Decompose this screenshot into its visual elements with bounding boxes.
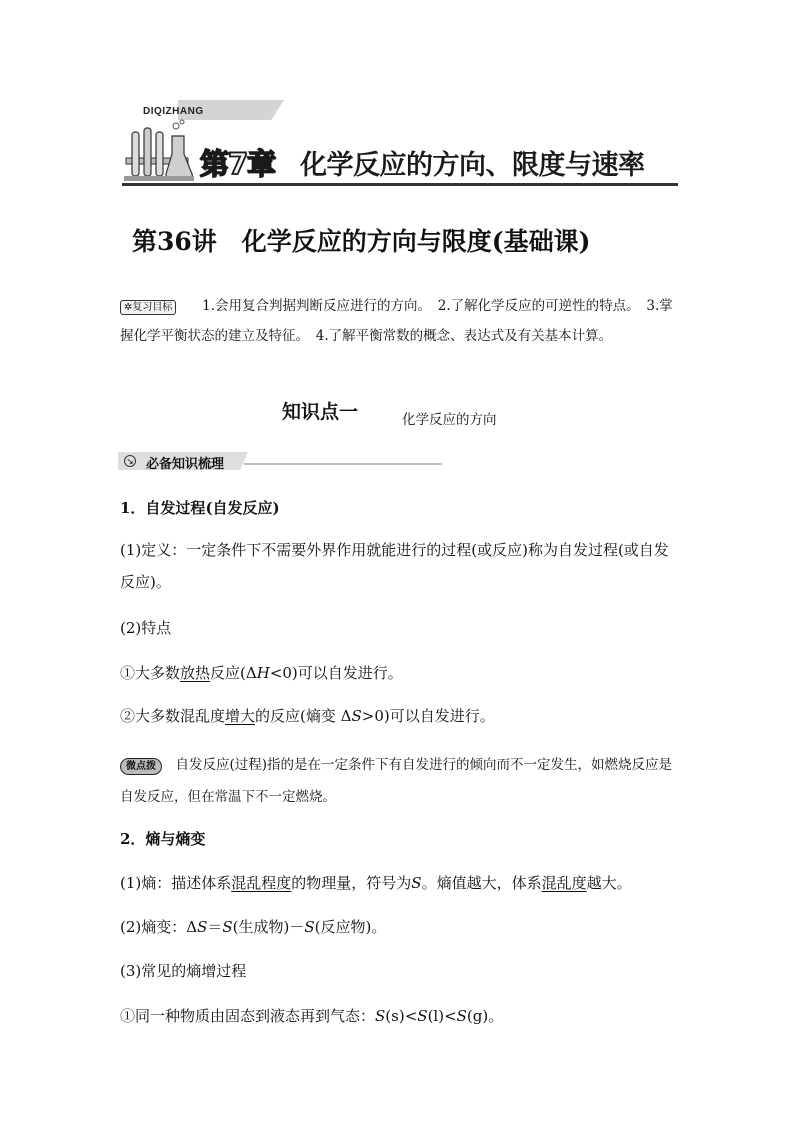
- chapter-number: 第7章: [200, 147, 276, 181]
- chapter-pinyin: DIQIZHANG: [143, 106, 204, 117]
- objectives-label: 复习目标: [132, 302, 173, 313]
- s1-feature-2: ②大多数混乱度增大的反应(熵变 ΔS>0)可以自发进行。: [120, 707, 495, 725]
- chapter-title: 化学反应的方向、限度与速率: [300, 150, 645, 181]
- section-label: 必备知识梳理: [146, 457, 225, 472]
- knowledge-point-subtitle: 化学反应的方向: [402, 412, 497, 428]
- objectives-text: 1.会用复合判据判断反应进行的方向。 2.了解化学反应的可逆性的特点。 3.掌握化学平衡状态的建立及特征。 4.了解平衡常数的概念、表达式及有关基本计算。: [120, 298, 673, 344]
- s1-feature-1: ①大多数放热反应(ΔH<0)可以自发进行。: [120, 664, 403, 682]
- s2-process-1: ①同一种物质由固态到液态再到气态：S(s)<S(l)<S(g)。: [120, 1007, 504, 1025]
- sun-icon: ✲: [124, 302, 133, 313]
- s2-entropy-change: (2)熵变：ΔS＝S(生成物)－S(反应物)。: [120, 918, 387, 936]
- tip-note: [120, 749, 680, 813]
- section-header-line: [244, 463, 442, 465]
- s2-process-heading: (3)常见的熵增过程: [120, 962, 247, 980]
- objectives-tag: [120, 300, 176, 315]
- s2-heading: 2．熵与熵变: [120, 830, 206, 848]
- s1-definition: (1)定义：一定条件下不需要外界作用就能进行的过程(或反应)称为自发过程(或自发反应)。: [120, 541, 669, 591]
- lecture-title: 第36讲 化学反应的方向与限度(基础课): [132, 227, 591, 256]
- arrow-circle-icon: ↘: [124, 455, 136, 467]
- review-objectives: [120, 291, 680, 351]
- tip-text: 自发反应(过程)指的是在一定条件下有自发进行的倾向而不一定发生，如燃烧反应是自发反应，但在常温下不一定燃烧。: [120, 757, 673, 805]
- lab-glassware-icon: [122, 118, 196, 190]
- knowledge-point-title: 知识点一: [282, 401, 359, 423]
- chapter-divider: [122, 183, 678, 186]
- s1-features-heading: (2)特点: [120, 619, 172, 637]
- s1-heading: 1．自发过程(自发反应): [120, 499, 280, 517]
- s2-entropy: (1)熵：描述体系混乱程度的物理量，符号为S。熵值越大，体系混乱度越大。: [120, 874, 632, 892]
- tip-badge: 微点拨: [120, 758, 162, 775]
